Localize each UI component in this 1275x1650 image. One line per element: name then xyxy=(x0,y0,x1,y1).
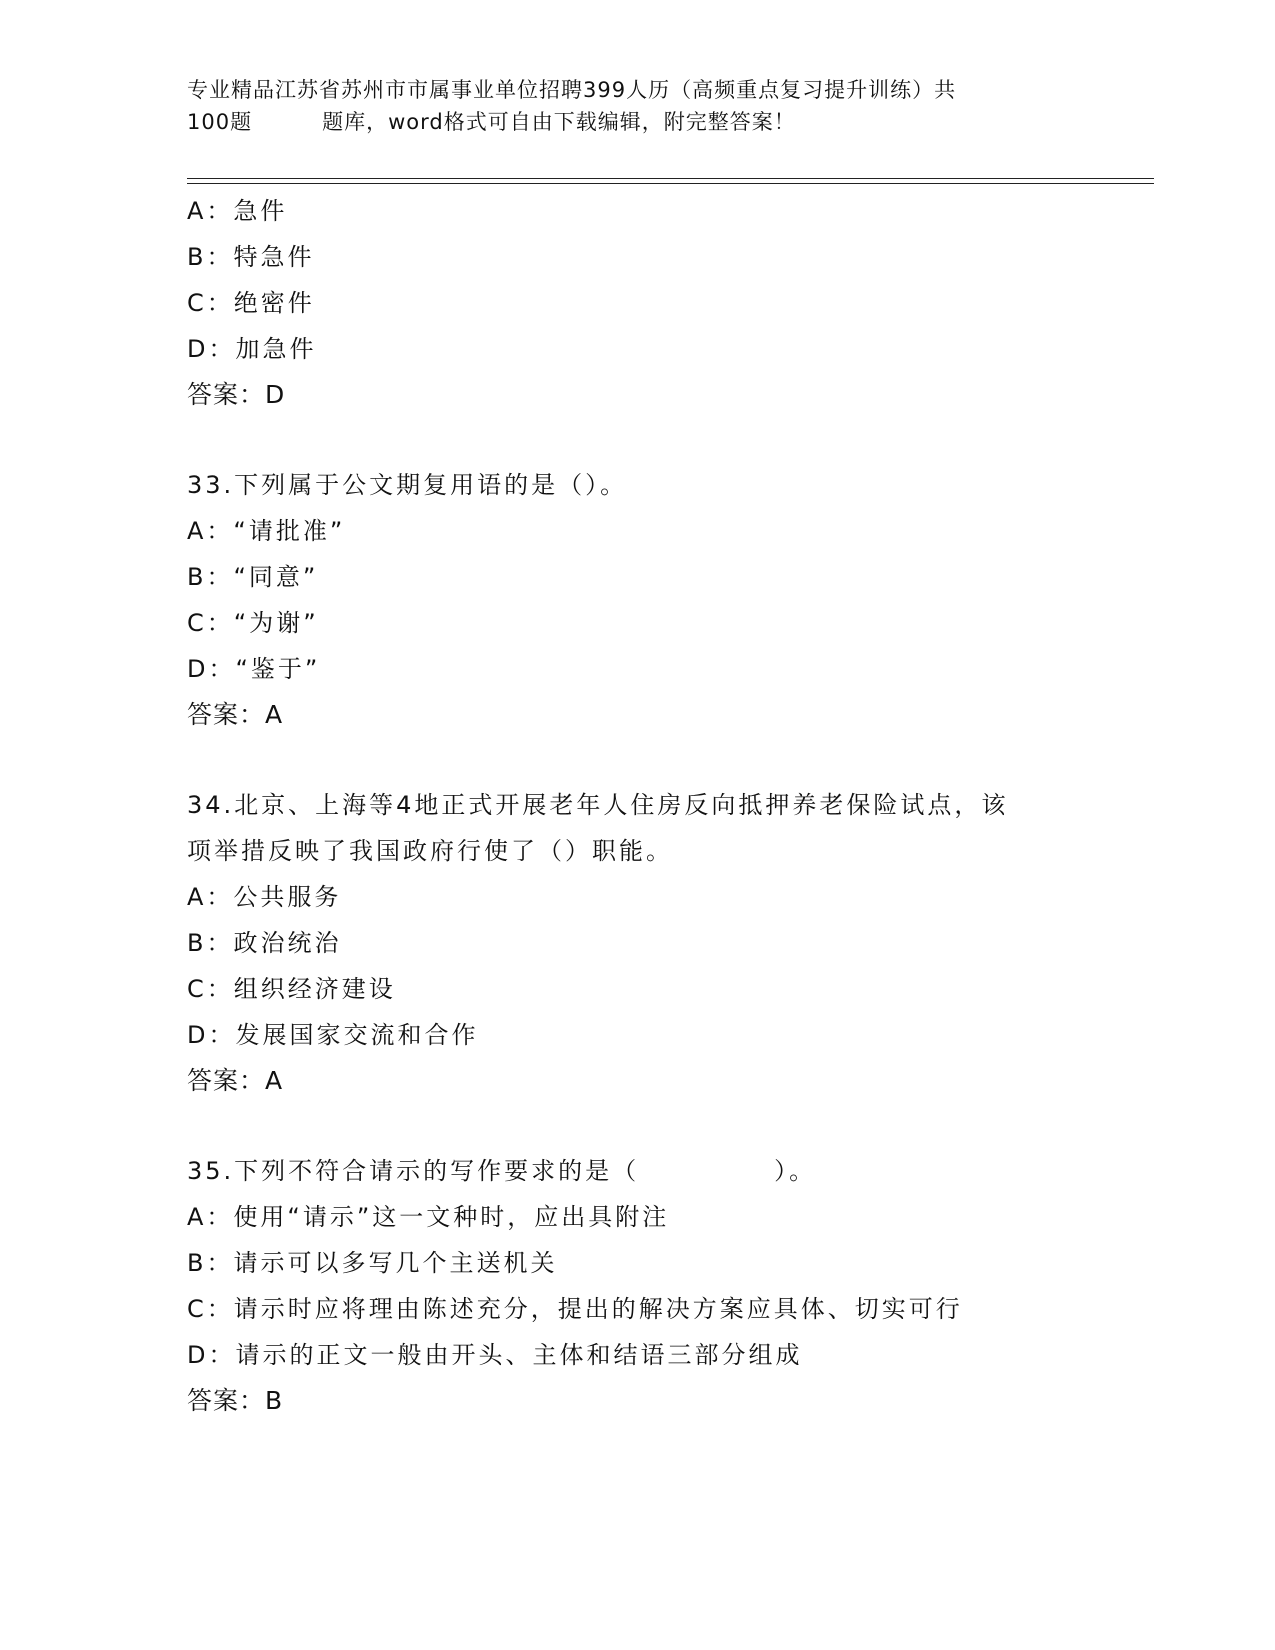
option-a: A：公共服务 xyxy=(187,883,342,911)
option-c: C：绝密件 xyxy=(187,289,315,317)
option-d: D：发展国家交流和合作 xyxy=(187,1021,479,1049)
option-a: A：急件 xyxy=(187,197,288,225)
header-divider-bottom xyxy=(187,183,1154,184)
question-33 xyxy=(187,462,1087,738)
question-text-line1: 34.北京、上海等4地正式开展老年人住房反向抵押养老保险试点，该 xyxy=(187,791,1009,819)
question-text: 35.下列不符合请示的写作要求的是（ ）。 xyxy=(187,1157,817,1185)
answer: 答案：A xyxy=(187,700,284,729)
answer: 答案：D xyxy=(187,380,286,409)
answer: 答案：A xyxy=(187,1066,284,1095)
header-title-line1: 专业精品江苏省苏州市市属事业单位招聘399人历（高频重点复习提升训练）共 xyxy=(187,78,957,102)
question-34 xyxy=(187,782,1087,1104)
option-c: C：请示时应将理由陈述充分，提出的解决方案应具体、切实可行 xyxy=(187,1295,963,1323)
option-b: B：政治统治 xyxy=(187,929,342,957)
option-c: C：“为谢” xyxy=(187,609,319,637)
option-b: B：“同意” xyxy=(187,563,319,591)
option-a: A：使用“请示”这一文种时，应出具附注 xyxy=(187,1203,670,1231)
header-subtitle: 题库，word格式可自由下载编辑，附完整答案！ xyxy=(322,110,796,134)
question-32 xyxy=(187,188,1087,418)
option-d: D：加急件 xyxy=(187,335,317,363)
option-d: D：“鉴于” xyxy=(187,655,321,683)
option-d: D：请示的正文一般由开头、主体和结语三部分组成 xyxy=(187,1341,803,1369)
option-c: C：组织经济建设 xyxy=(187,975,396,1003)
question-list xyxy=(187,188,1087,1424)
header-title-line2 xyxy=(187,106,1087,138)
question-text-line2: 项举措反映了我国政府行使了（）职能。 xyxy=(187,837,673,865)
question-text: 33.下列属于公文期复用语的是（）。 xyxy=(187,471,628,499)
option-b: B：特急件 xyxy=(187,243,315,271)
header-count: 100题 xyxy=(187,110,253,134)
option-a: A：“请批准” xyxy=(187,517,346,545)
option-b: B：请示可以多写几个主送机关 xyxy=(187,1249,558,1277)
question-35 xyxy=(187,1148,1087,1424)
document-header xyxy=(187,74,1087,138)
answer: 答案：B xyxy=(187,1386,284,1415)
header-divider-top xyxy=(187,178,1154,179)
